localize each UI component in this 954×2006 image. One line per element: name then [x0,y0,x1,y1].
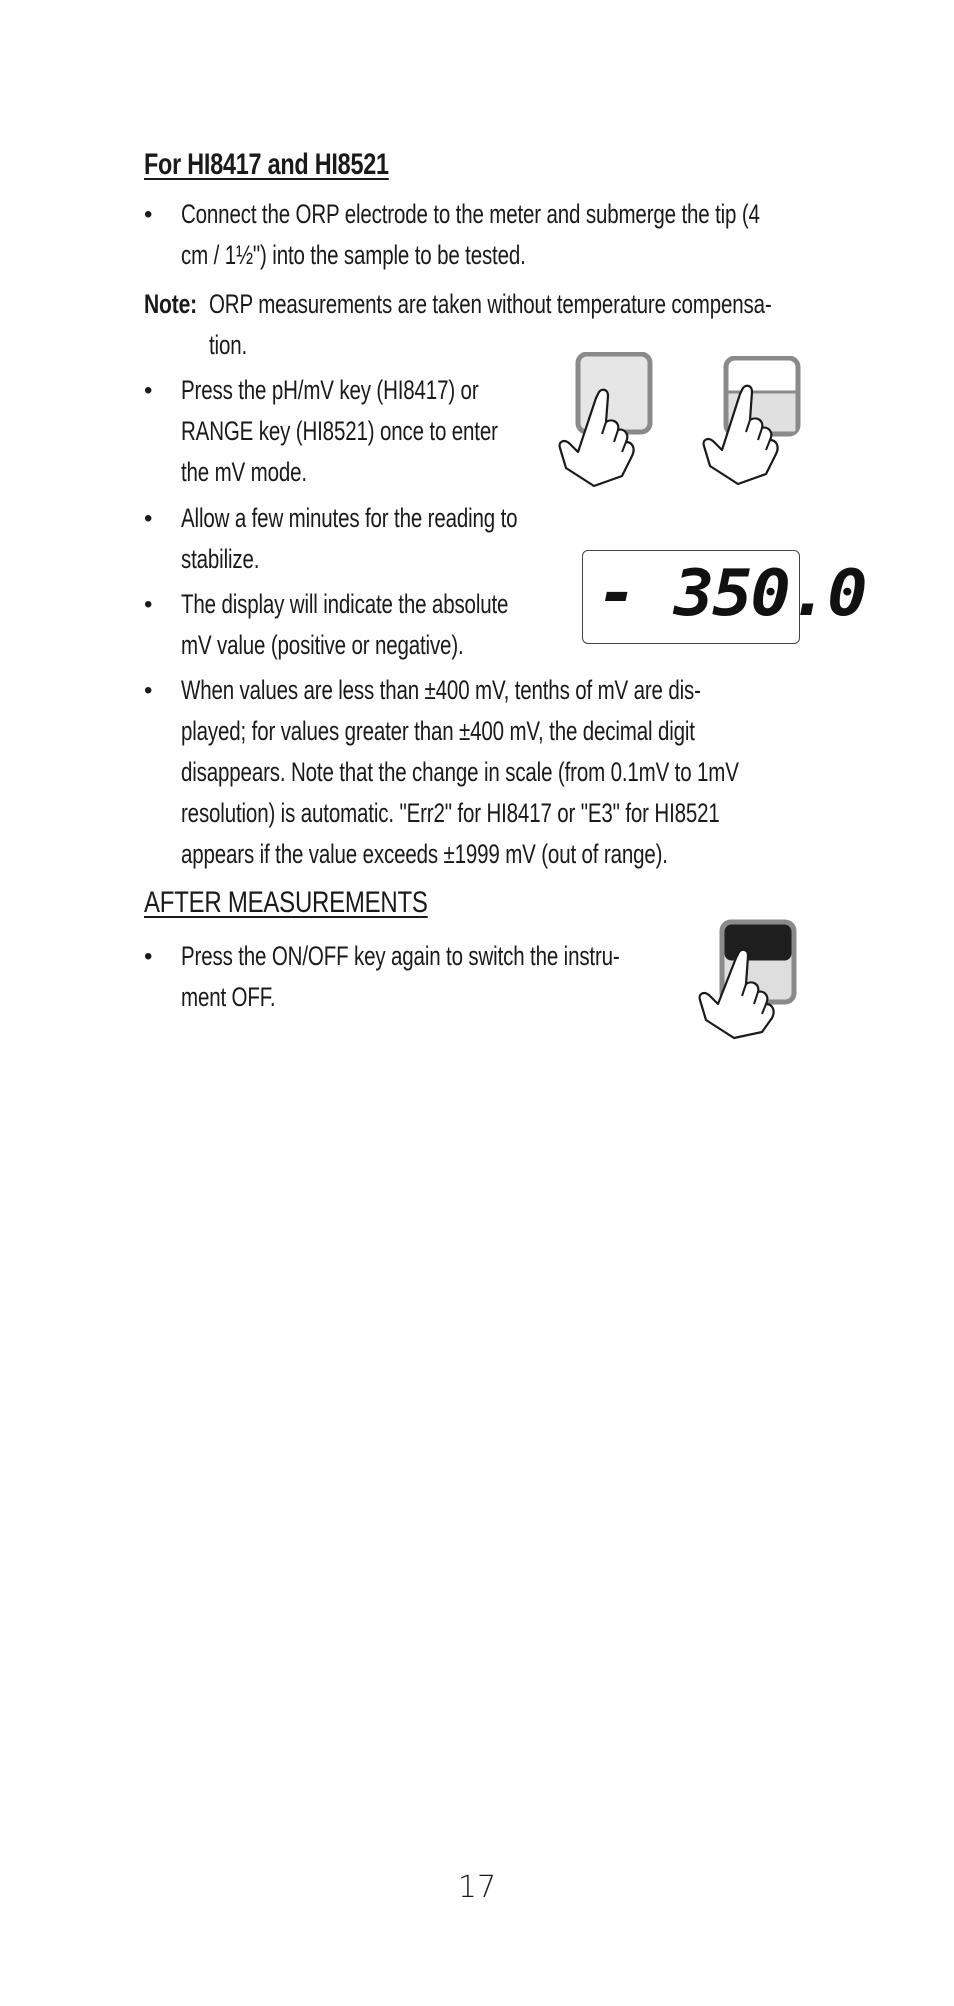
bullet: • [144,505,153,532]
text-line: the mV mode. [181,457,307,487]
text-line: tion. [209,330,248,360]
text-line: mV value (positive or negative). [181,630,464,660]
text-line: appears if the value exceeds ±1999 mV (out of range). [181,839,668,869]
hand-pressing-split-key-icon [698,356,808,488]
text-line: cm / 1½") into the sample to be tested. [181,240,526,270]
text-line: When values are less than ±400 mV, tenths of mV are dis- [181,675,701,705]
text-line: Allow a few minutes for the reading to [181,503,518,533]
section-title-after-measurements: AFTER MEASUREMENTS [144,886,428,919]
text-line: The display will indicate the absolute [181,589,509,619]
bullet-press-ph-mv-key [181,370,598,493]
hand-pressing-onoff-key-icon [698,920,808,1038]
bullet: • [144,377,153,404]
bullet: • [144,677,153,704]
text-line: disappears. Note that the change in scale (from 0.1mV to 1mV [181,757,739,787]
text-line: Press the ON/OFF key again to switch the instru- [181,941,620,971]
text-line: Connect the ORP electrode to the meter and submerge the tip (4 [181,199,760,229]
lcd-reading: - 350.0 [597,557,866,631]
text-line: RANGE key (HI8521) once to enter [181,416,498,446]
bullet-allow-stabilize [181,498,624,580]
text-line: played; for values greater than ±400 mV, the decimal digit [181,716,695,746]
hand-pressing-key-icon [556,352,666,488]
bullet: • [144,591,153,618]
bullet: • [144,201,153,228]
bullet-display-indicates [181,584,612,666]
text-line: resolution) is automatic. "Err2" for HI8417 or "E3" for HI8521 [181,798,720,828]
text-line: ment OFF. [181,982,276,1012]
text-line: Press the pH/mV key (HI8417) or [181,375,479,405]
bullet-values-range [181,670,813,875]
note-label: Note: [144,289,198,319]
bullet-press-onoff [181,936,758,1018]
text-line: ORP measurements are taken without temperature compensa- [209,289,772,319]
lcd-display-icon [582,550,866,644]
bullet-connect-electrode [181,194,943,276]
section-title-hi8417-hi8521: For HI8417 and HI8521 [144,148,389,181]
bullet: • [144,943,153,970]
page-number: 17 [457,1870,497,1905]
text-line: stabilize. [181,544,260,574]
